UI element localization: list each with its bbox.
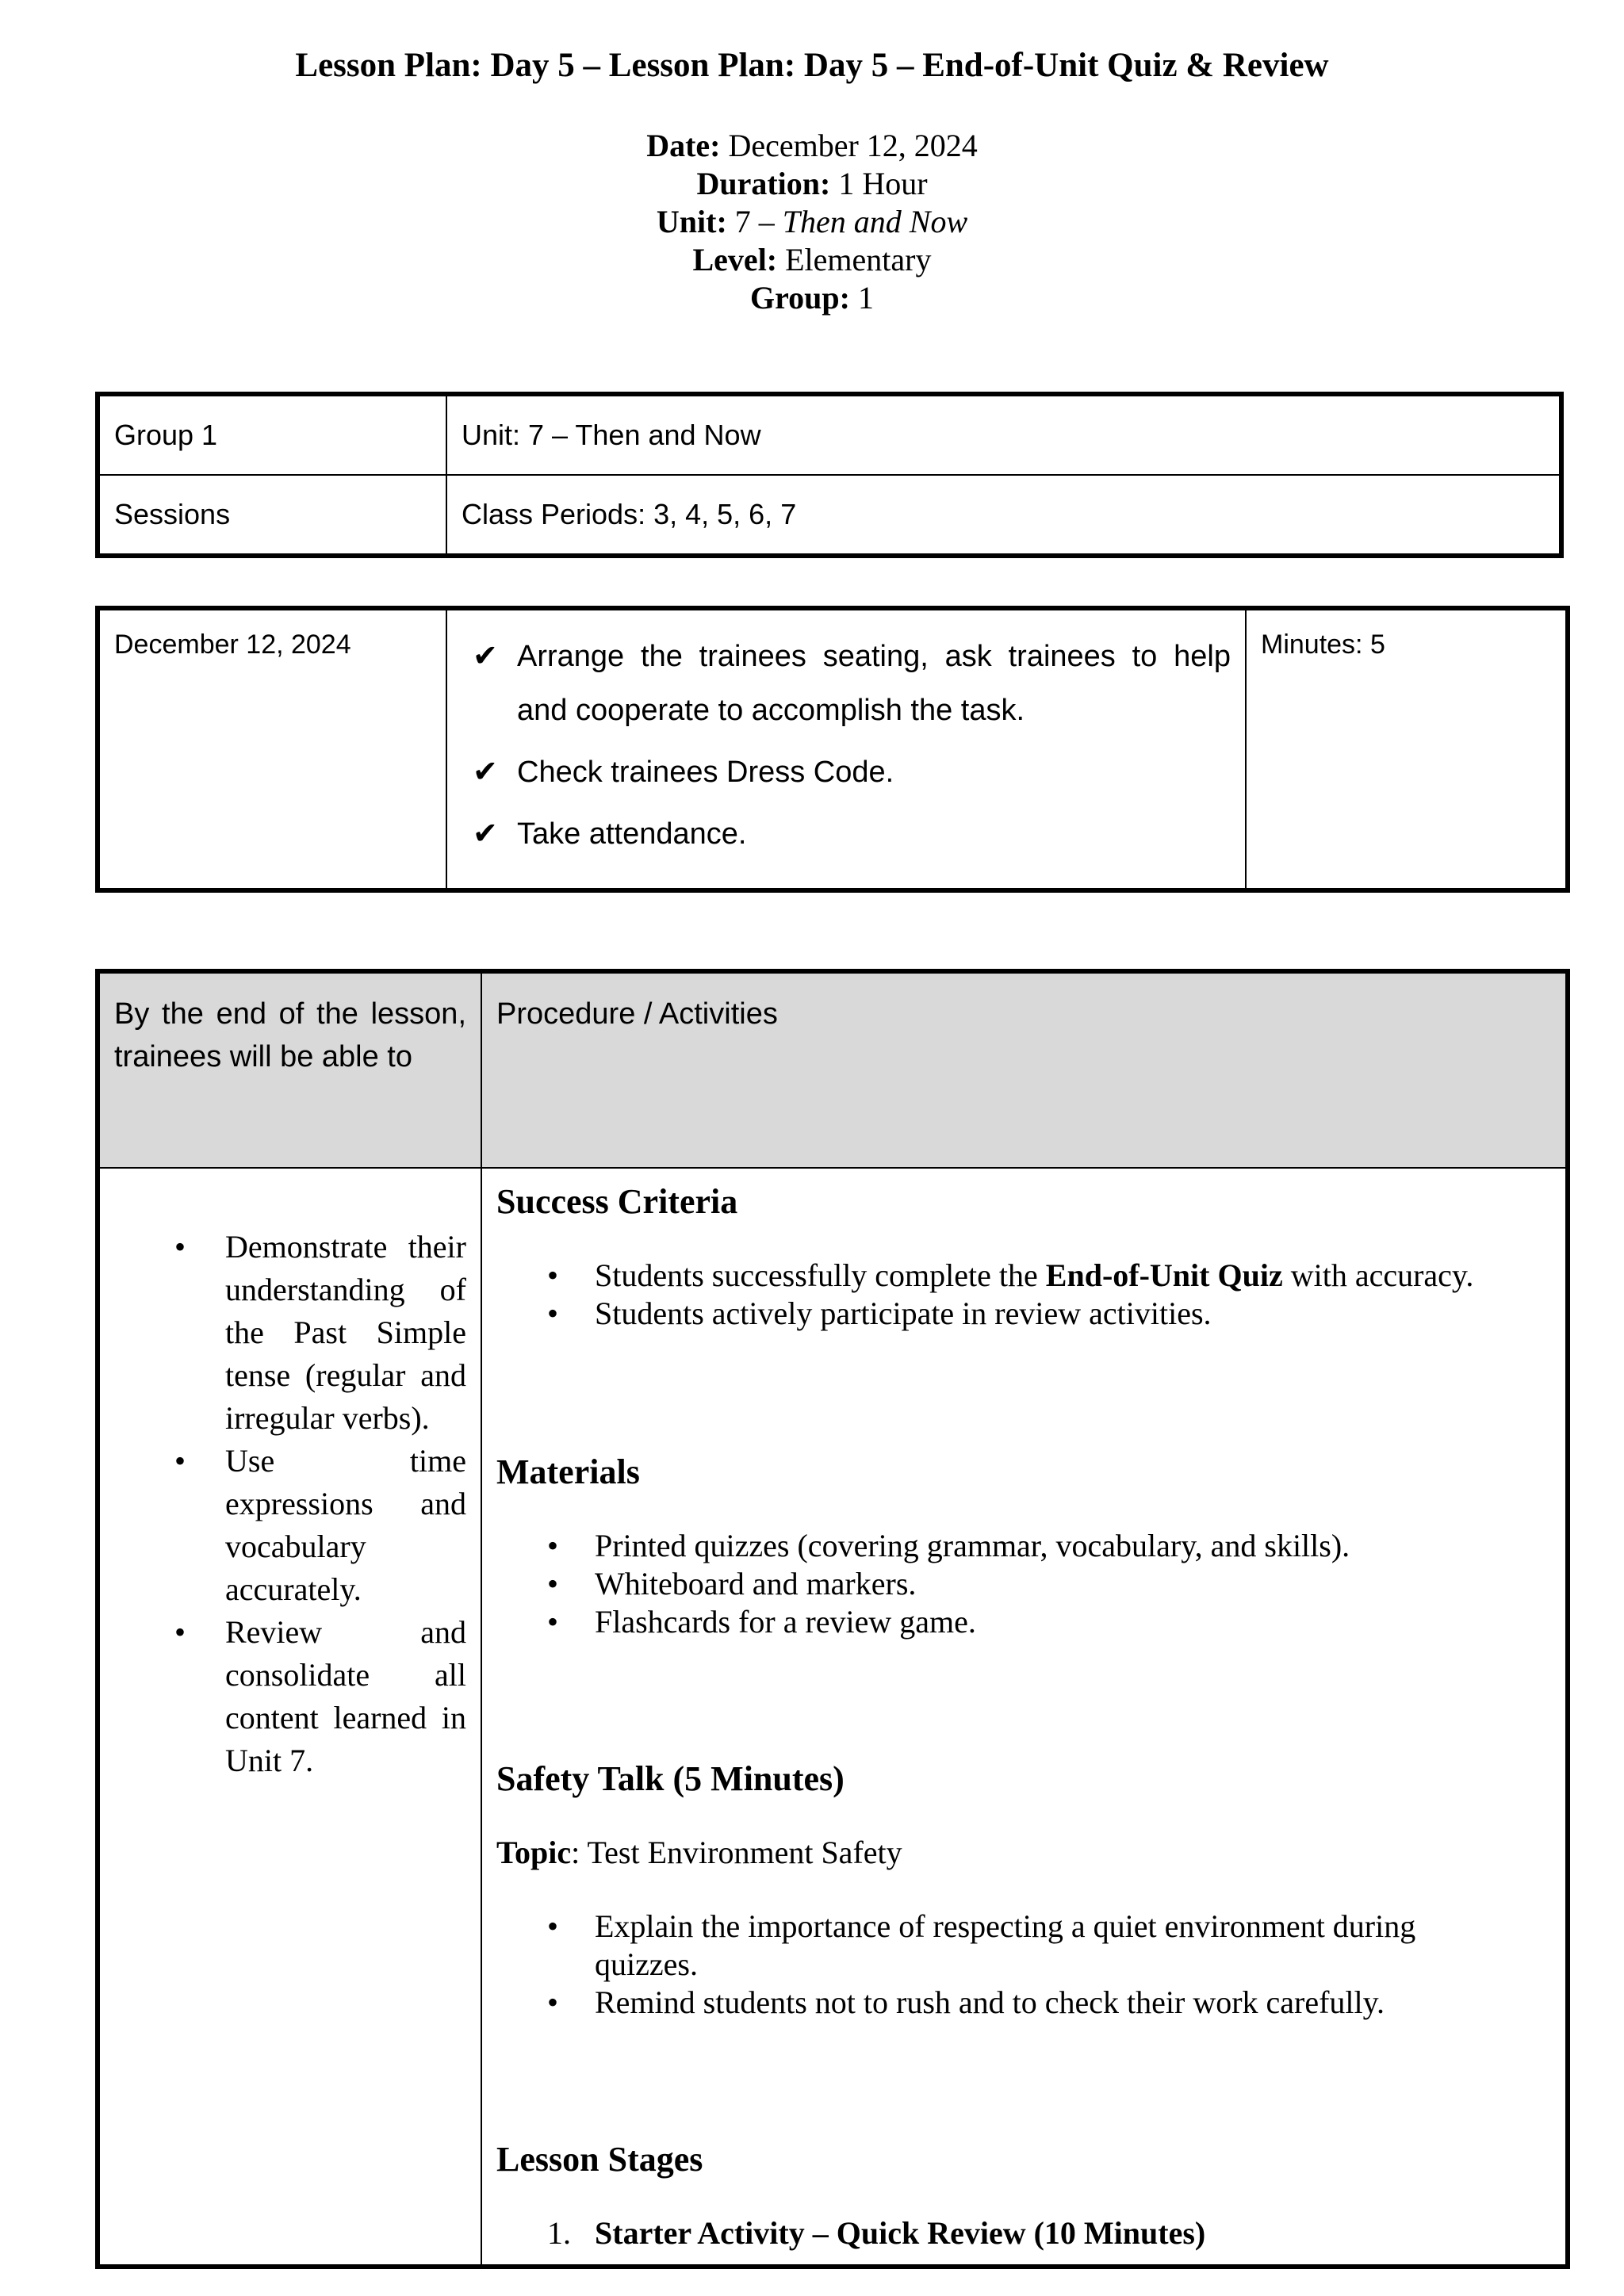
sessions-cell: Class Periods: 3, 4, 5, 6, 7 xyxy=(446,475,1561,556)
group-cell: Group 1 xyxy=(98,394,446,475)
opening-tasks-cell xyxy=(446,608,1246,890)
check-icon: ✔ xyxy=(473,756,498,789)
safety-topic: Topic: Test Environment Safety xyxy=(496,1835,902,1870)
list-item: • Students successfully complete the End-of-Unit Quiz with accuracy. xyxy=(547,1257,1474,1293)
checklist-item: ✔ Check trainees Dress Code. xyxy=(517,745,1231,799)
meta-unit: Unit: 7 – Then and Now xyxy=(656,204,968,239)
sessions-label-cell: Sessions xyxy=(98,475,446,556)
objective-item: • Demonstrate their understanding of the Past Simple tense (regular and irregular verbs). xyxy=(225,1226,466,1440)
objective-item: • Review and consolidate all content learned in Unit 7. xyxy=(225,1611,466,1782)
lesson-meta xyxy=(0,127,1624,317)
bullet-icon: • xyxy=(174,1443,186,1479)
bullet-icon: • xyxy=(174,1614,186,1650)
list-item: • Flashcards for a review game. xyxy=(547,1604,976,1640)
safety-list xyxy=(496,1908,1551,2022)
objective-item: • Use time expressions and vocabulary accurately. xyxy=(225,1440,466,1611)
check-icon: ✔ xyxy=(473,640,498,673)
objectives-list xyxy=(114,1226,466,1782)
opening-table xyxy=(95,606,1570,893)
safety-heading: Safety Talk (5 Minutes) xyxy=(496,1759,845,1798)
success-criteria-list xyxy=(496,1257,1551,1333)
objectives-cell xyxy=(98,1168,481,2267)
bullet-icon: • xyxy=(547,1604,559,1640)
list-item: • Whiteboard and markers. xyxy=(547,1566,917,1601)
list-item: • Remind students not to rush and to check their work carefully. xyxy=(547,1984,1385,2020)
meta-date: Date: December 12, 2024 xyxy=(646,128,978,163)
lesson-stages-heading: Lesson Stages xyxy=(496,2140,703,2179)
bullet-icon: • xyxy=(547,1257,559,1293)
bullet-icon: • xyxy=(547,1566,559,1601)
list-item: 1. Starter Activity – Quick Review (10 Minutes) xyxy=(547,2215,1206,2251)
list-item: • Students actively participate in review activities. xyxy=(547,1295,1212,1331)
group-table xyxy=(95,392,1564,558)
bullet-icon: • xyxy=(547,1984,559,2020)
materials-heading: Materials xyxy=(496,1452,640,1491)
objectives-header: By the end of the lesson, trainees will be able to xyxy=(98,971,481,1168)
meta-duration: Duration: 1 Hour xyxy=(696,166,928,201)
procedure-cell xyxy=(481,1168,1568,2267)
meta-level: Level: Elementary xyxy=(692,242,932,277)
main-table xyxy=(95,969,1570,2269)
opening-minutes-cell: Minutes: 5 xyxy=(1246,608,1568,890)
bullet-icon: • xyxy=(174,1229,186,1265)
materials-list xyxy=(496,1527,1551,1641)
opening-checklist xyxy=(462,629,1231,861)
lesson-stages-list xyxy=(496,2214,1551,2252)
list-item: • Printed quizzes (covering grammar, vocabulary, and skills). xyxy=(547,1528,1350,1563)
page-title: Lesson Plan: Day 5 – Lesson Plan: Day 5 – End-of-Unit Quiz & Review xyxy=(295,47,1329,84)
meta-group: Group: 1 xyxy=(750,280,874,316)
check-icon: ✔ xyxy=(473,817,498,851)
bullet-icon: • xyxy=(547,1295,559,1331)
list-item: • Explain the importance of respecting a quiet environment during quizzes. xyxy=(547,1908,1416,1982)
success-criteria-heading: Success Criteria xyxy=(496,1182,738,1221)
checklist-item: ✔ Take attendance. xyxy=(517,807,1231,861)
opening-date-cell: December 12, 2024 xyxy=(98,608,446,890)
checklist-item: ✔ Arrange the trainees seating, ask trainees to help and cooperate to accomplish the task. xyxy=(517,629,1231,737)
procedure-header: Procedure / Activities xyxy=(481,971,1568,1168)
unit-cell: Unit: 7 – Then and Now xyxy=(446,394,1561,475)
bullet-icon: • xyxy=(547,1908,559,1944)
bullet-icon: • xyxy=(547,1528,559,1563)
